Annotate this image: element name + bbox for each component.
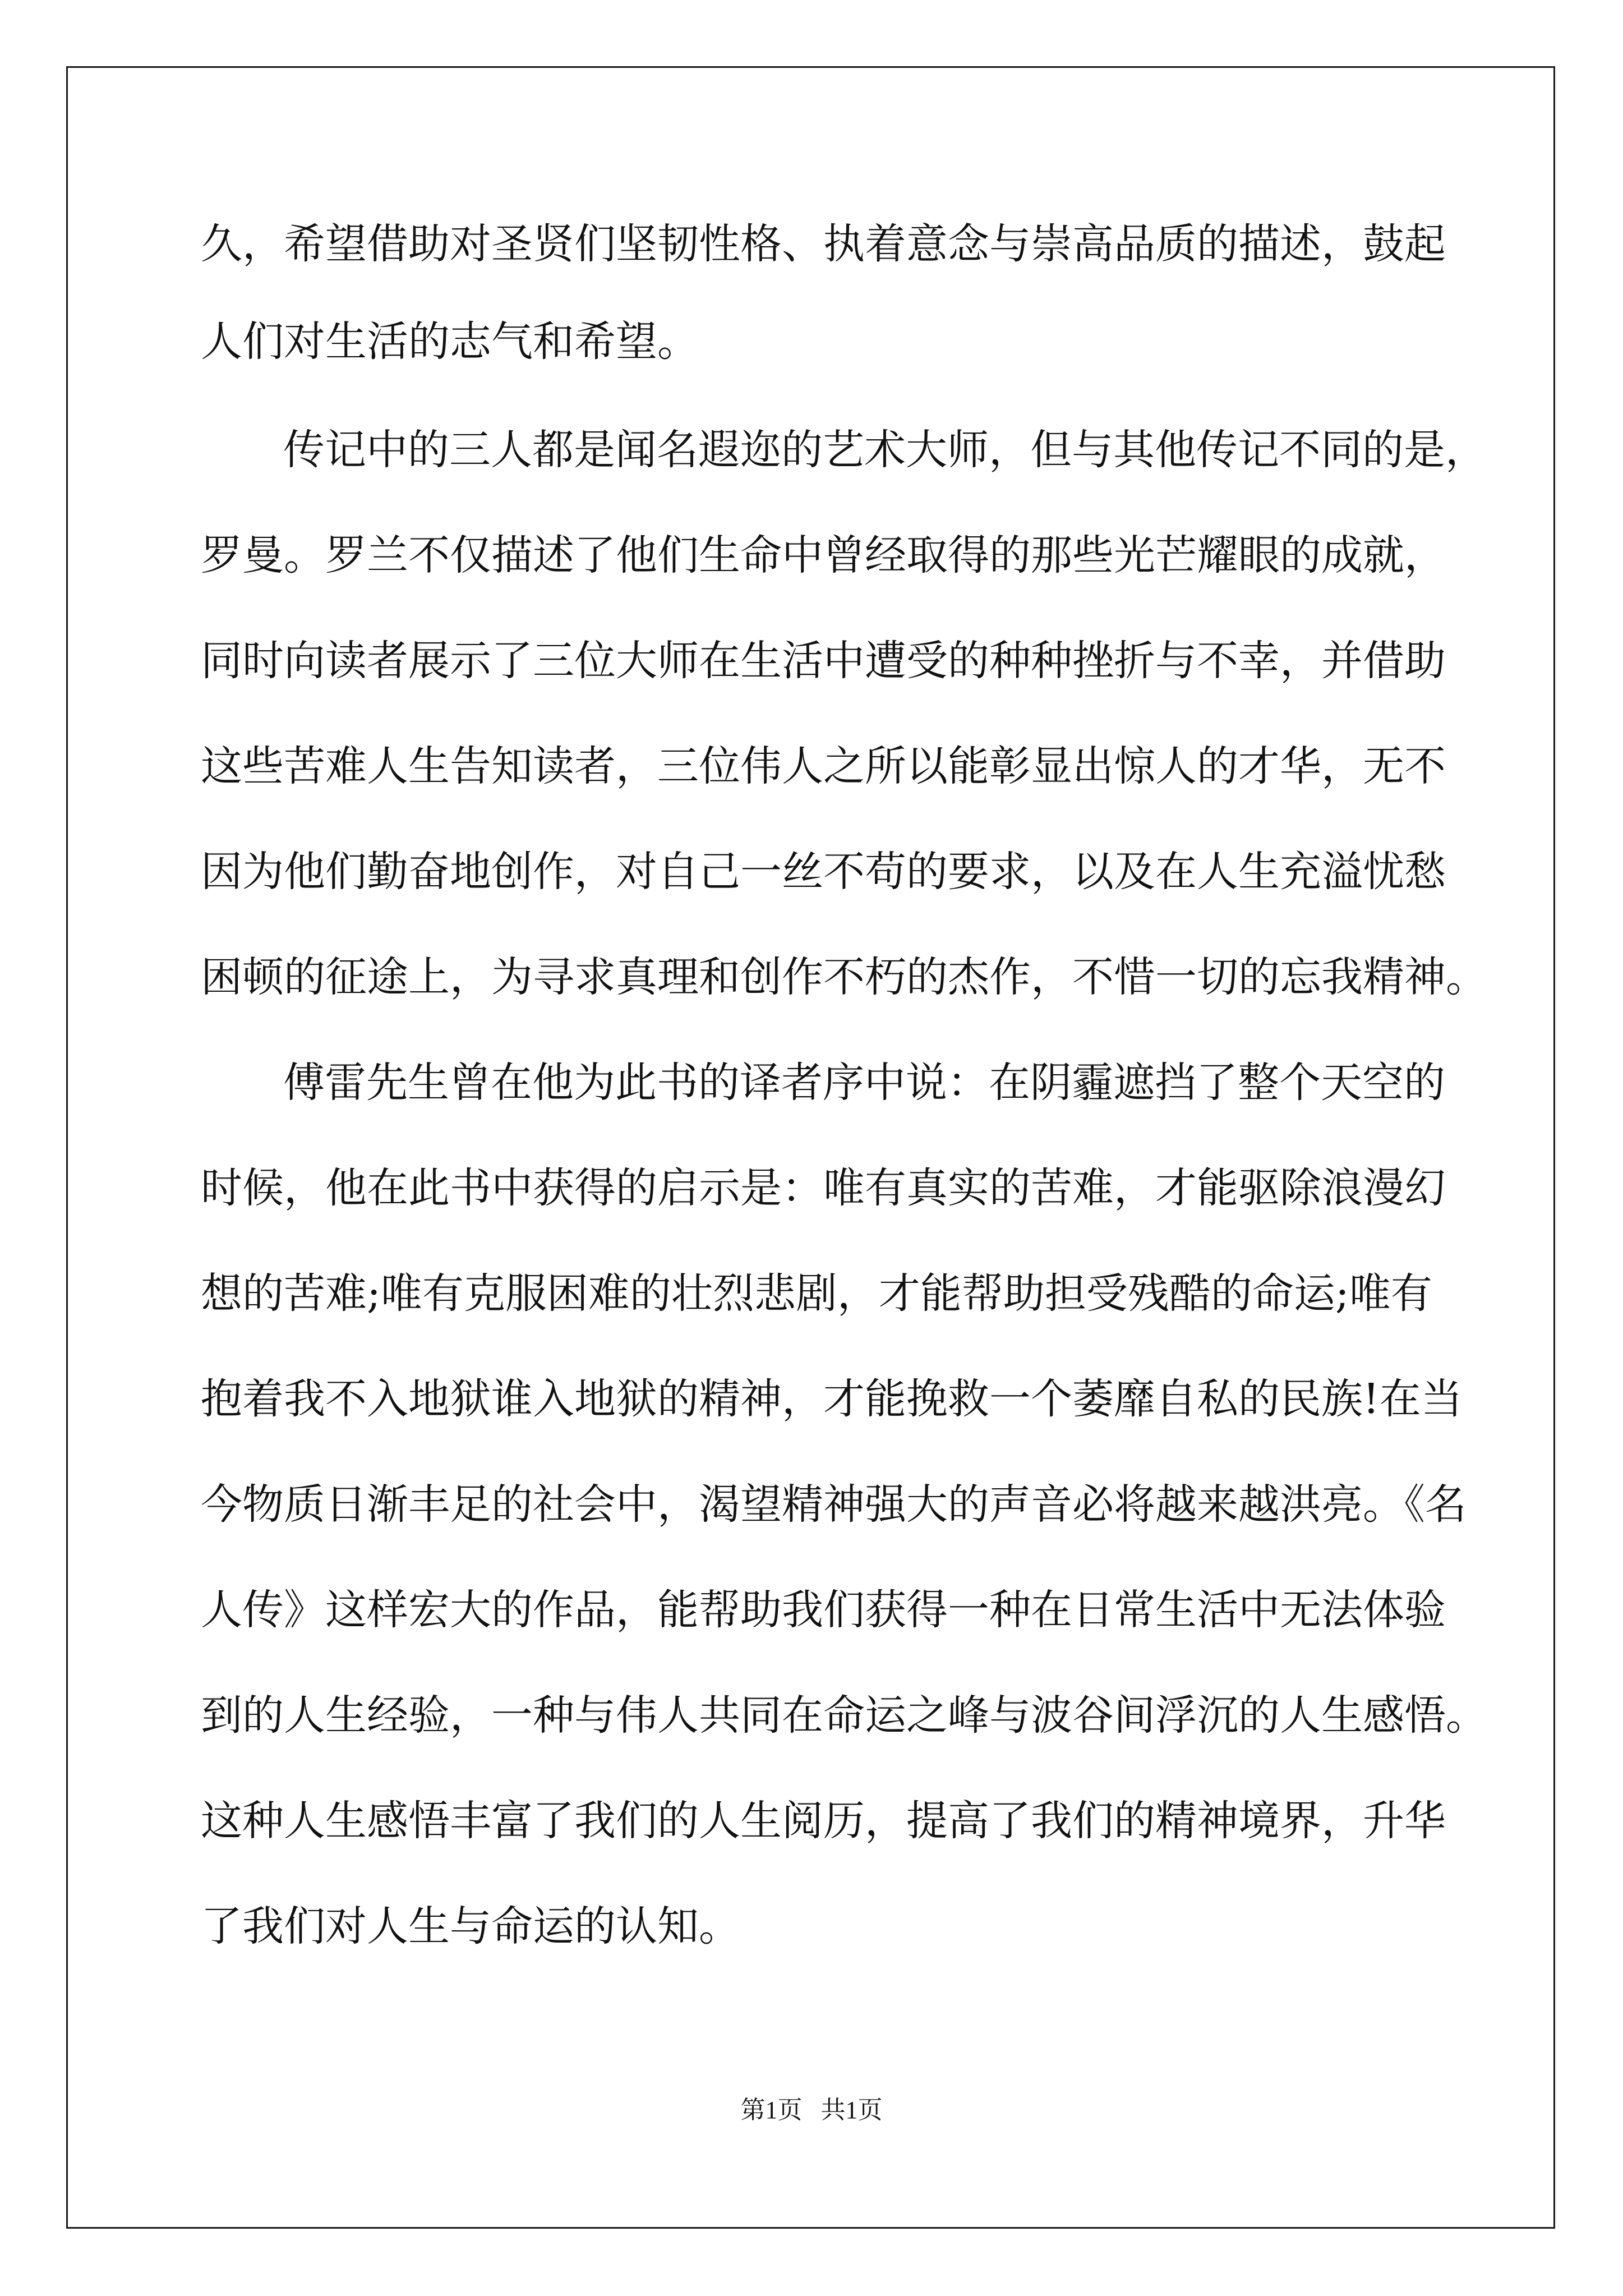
- page-footer: 第1页 共1页: [740, 2096, 883, 2124]
- text-line: 想的苦难;唯有克服困难的壮烈悲剧，才能帮助担受残酷的命运;唯有: [201, 1269, 1432, 1318]
- text-line: 这些苦难人生告知读者，三位伟人之所以能彰显出惊人的才华，无不: [201, 742, 1446, 790]
- text-line: 同时向读者展示了三位大师在生活中遭受的种种挫折与不幸，并借助: [201, 637, 1446, 685]
- text-line: 时候，他在此书中获得的启示是：唯有真实的苦难，才能驱除浪漫幻: [201, 1164, 1446, 1212]
- text-line: 久，希望借助对圣贤们坚韧性格、执着意念与崇高品质的描述，鼓起: [201, 220, 1446, 268]
- text-line: 这种人生感悟丰富了我们的人生阅历，提高了我们的精神境界，升华: [201, 1797, 1446, 1845]
- text-line: 因为他们勤奋地创作，对自己一丝不苟的要求，以及在人生充溢忧愁: [201, 848, 1446, 896]
- text-line: 抱着我不入地狱谁入地狱的精神，才能挽救一个萎靡自私的民族!在当: [201, 1375, 1463, 1423]
- text-line: 到的人生经验，一种与伟人共同在命运之峰与波谷间浮沉的人生感悟。: [201, 1691, 1487, 1740]
- text-line: 困顿的征途上，为寻求真理和创作不朽的杰作，不惜一切的忘我精神。: [201, 953, 1487, 1001]
- text-line: 今物质日渐丰足的社会中，渴望精神强大的声音必将越来越洪亮。《名: [201, 1480, 1467, 1529]
- text-line: 罗曼。罗兰不仅描述了他们生命中曾经取得的那些光芒耀眼的成就，: [201, 531, 1446, 579]
- text-line: 了我们对人生与命运的认知。: [201, 1902, 740, 1950]
- text-line: 人们对生活的志气和希望。: [201, 318, 699, 366]
- text-line: 人传》这样宏大的作品，能帮助我们获得一种在日常生活中无法体验: [201, 1586, 1446, 1634]
- text-line: 传记中的三人都是闻名遐迩的艺术大师，但与其他传记不同的是，: [283, 426, 1487, 474]
- text-line: 傅雷先生曾在他为此书的译者序中说：在阴霾遮挡了整个天空的: [283, 1059, 1445, 1107]
